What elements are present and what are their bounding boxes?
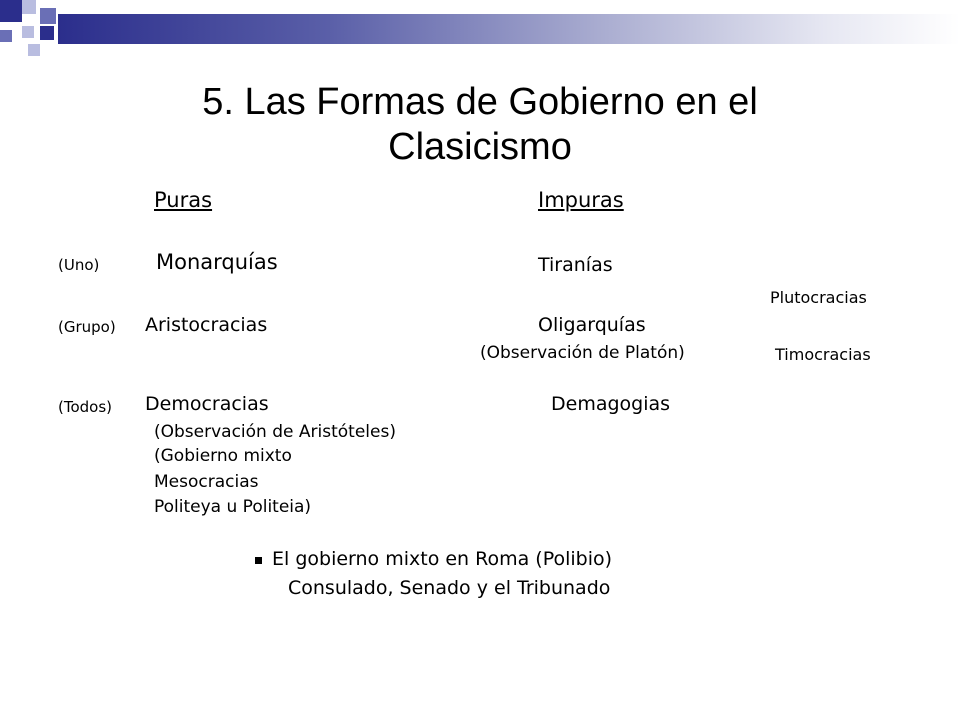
- column-header-puras: Puras: [154, 188, 213, 212]
- corner-square-mid: [40, 8, 56, 24]
- corner-square-light: [22, 0, 36, 14]
- corner-square-light-2: [22, 26, 34, 38]
- impura-demagogias: Demagogias: [551, 393, 671, 415]
- slide-title-line2: Clasicismo: [388, 126, 572, 168]
- pura-monarquias: Monarquías: [156, 250, 278, 274]
- bullet-square-icon: [255, 557, 262, 564]
- bullet-line2: Consulado, Senado y el Tribunado: [288, 577, 611, 599]
- observacion-platon: (Observación de Platón): [480, 343, 685, 363]
- impura-tiranias: Tiranías: [538, 254, 613, 276]
- row-label-todos: (Todos): [58, 398, 113, 416]
- timocracias-label: Timocracias: [775, 345, 871, 364]
- note-observacion-aristoteles: (Observación de Aristóteles): [154, 422, 396, 442]
- note-politeia: Politeya u Politeia): [154, 497, 312, 517]
- corner-square-mid-2: [0, 30, 12, 42]
- note-gobierno-mixto: (Gobierno mixto: [154, 446, 292, 466]
- pura-aristocracias: Aristocracias: [145, 314, 268, 336]
- column-header-impuras: Impuras: [538, 188, 624, 212]
- bullet-line1: El gobierno mixto en Roma (Polibio): [272, 548, 613, 570]
- row-label-uno: (Uno): [58, 256, 100, 274]
- slide-title-line1: 5. Las Formas de Gobierno en el: [202, 81, 758, 123]
- impura-oligarquias: Oligarquías: [538, 314, 646, 336]
- note-mesocracias: Mesocracias: [154, 472, 259, 492]
- corner-square-dark-2: [40, 26, 54, 40]
- plutocracias-label: Plutocracias: [770, 288, 867, 307]
- corner-square-dark: [0, 0, 22, 22]
- pura-democracias: Democracias: [145, 393, 269, 415]
- header-gradient-band: [58, 14, 960, 44]
- row-label-grupo: (Grupo): [58, 318, 116, 336]
- corner-square-light-3: [28, 44, 40, 56]
